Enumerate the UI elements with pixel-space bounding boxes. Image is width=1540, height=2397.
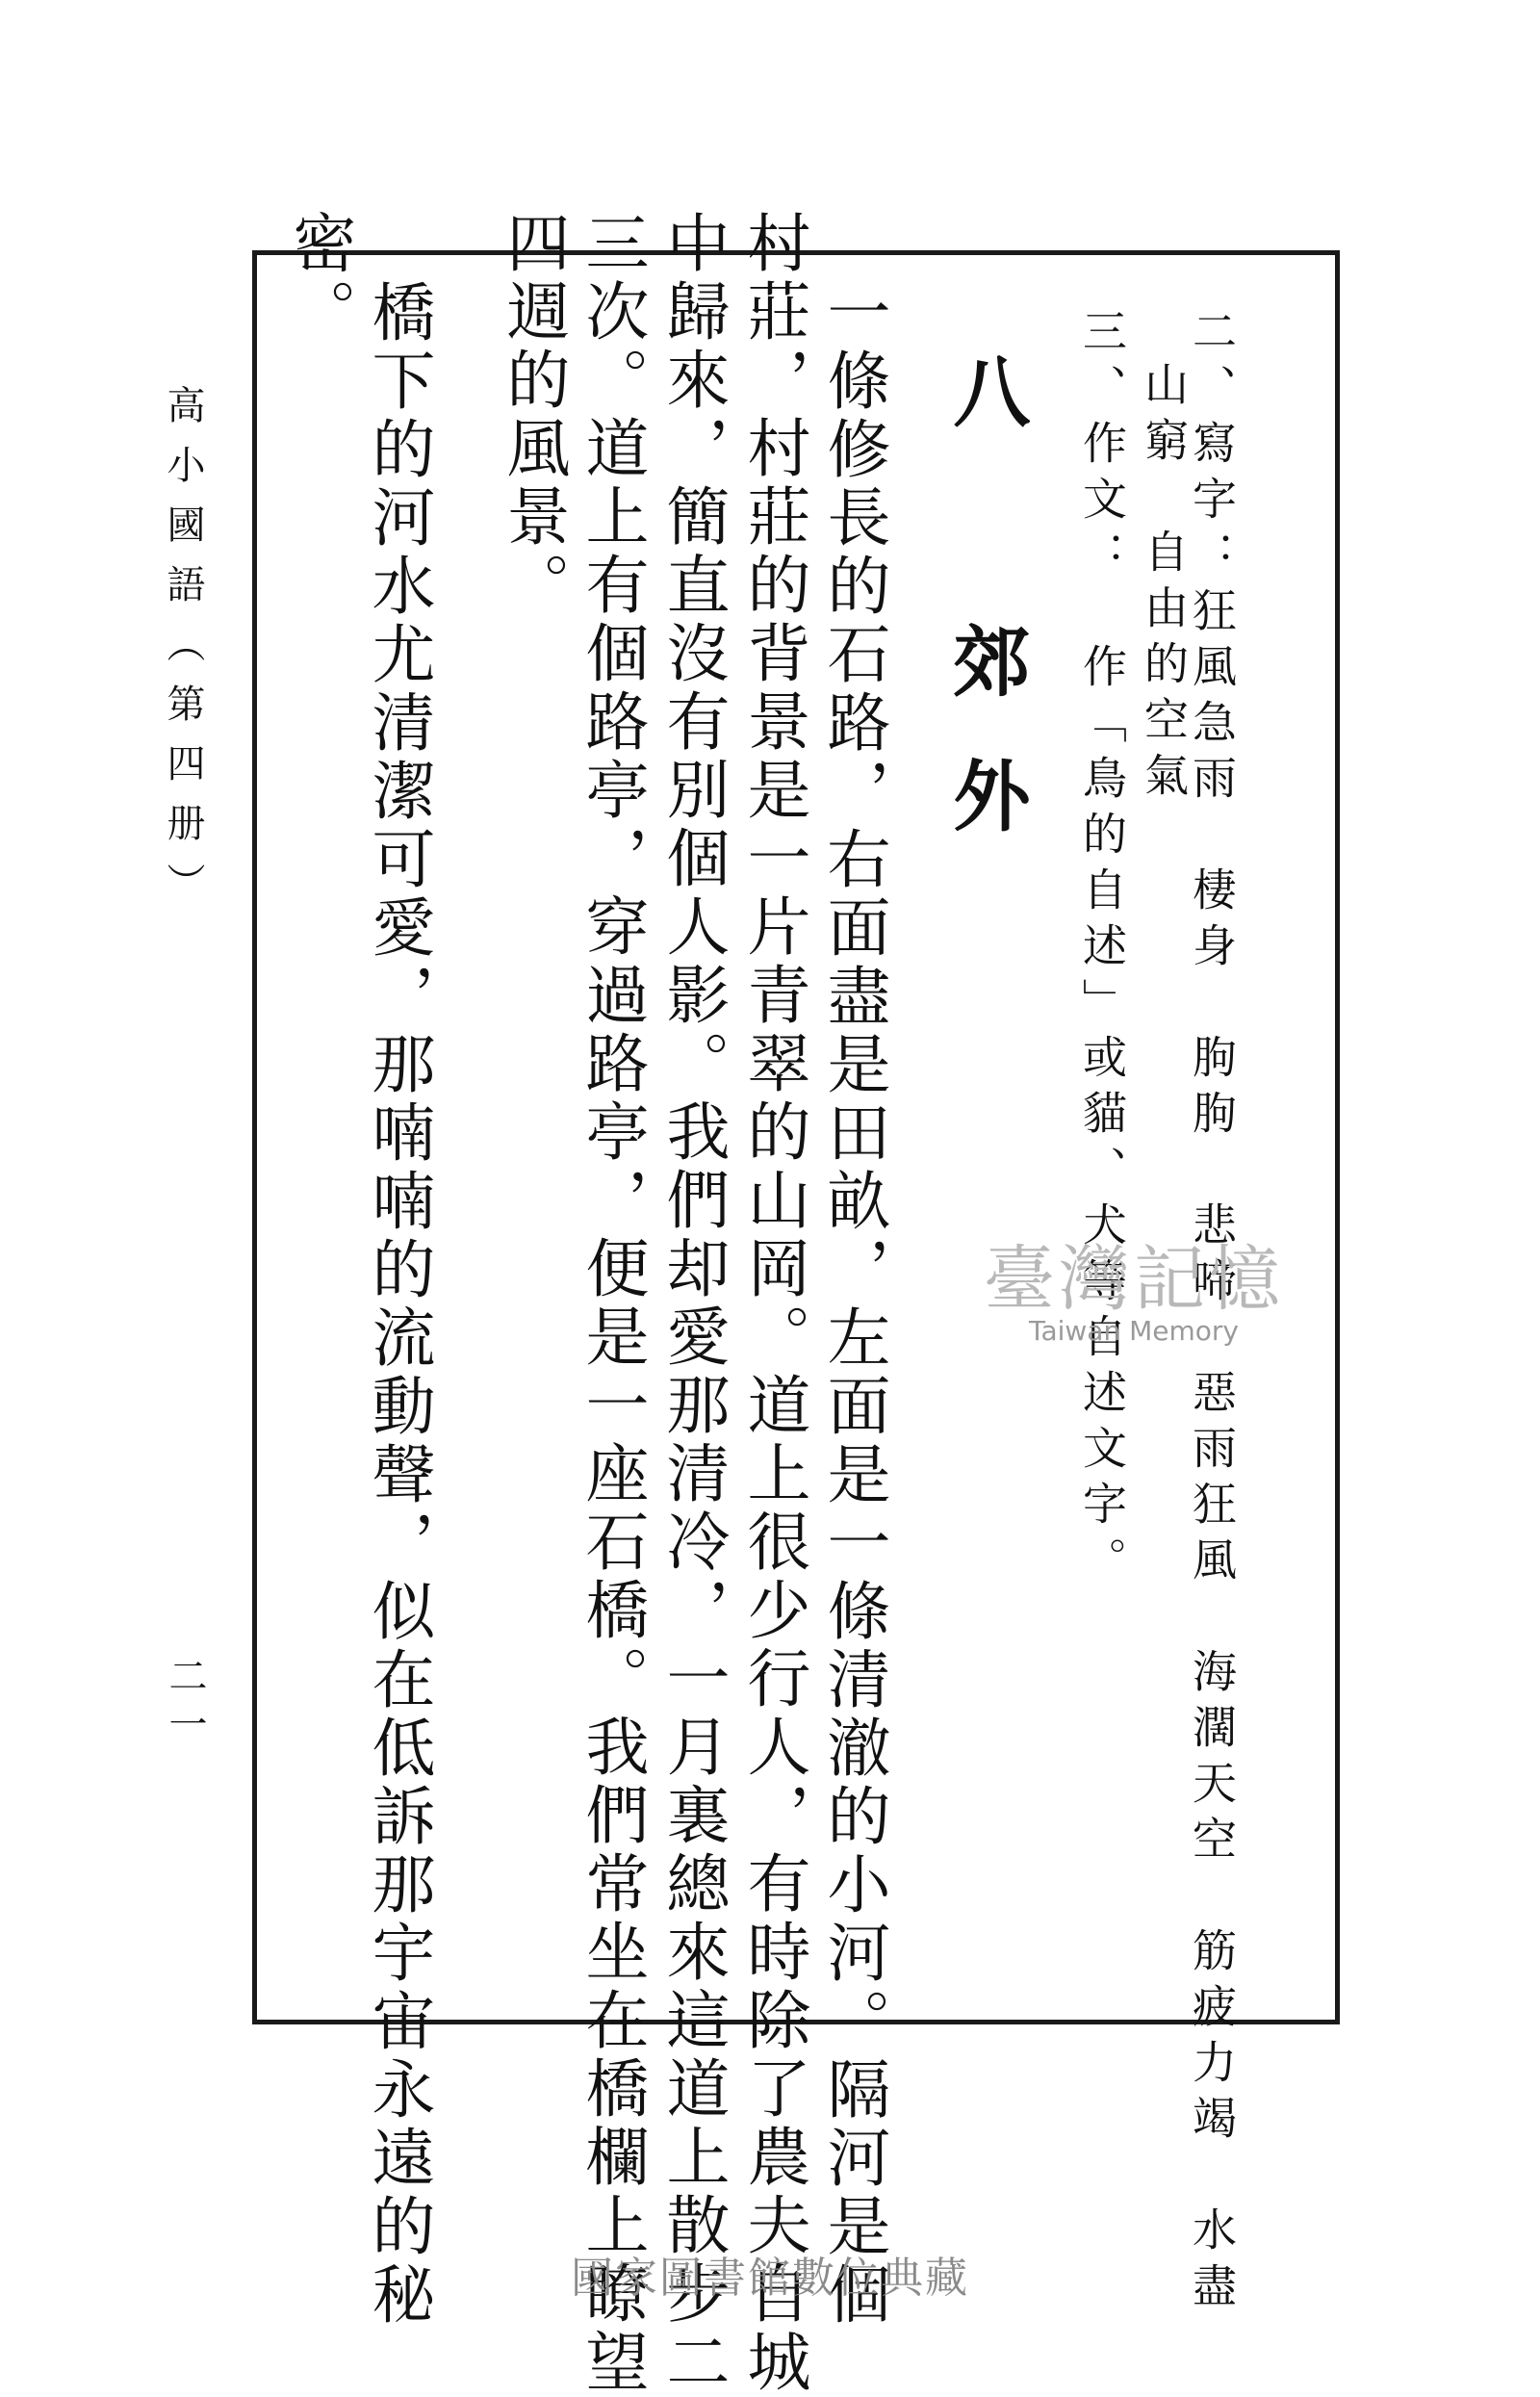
body-column-4: 三次。道上有個路亭，穿過路亭，便是一座石橋。我們常坐在橋欄上瞭望 [575,210,649,2397]
writing-words-row-2: 山窮 自由的空氣 [1138,361,1190,808]
body-column-3: 中歸來，簡直沒有別個人影。我們却愛那清冷，一月裏總來這道上散步二 [655,210,730,2397]
library-footer: 國家圖書館數位典藏 [571,2254,969,2303]
body-column-2: 村莊，村莊的背景是一片青翠的山岡。道上很少行人，有時除了農夫自城 [736,210,810,2397]
body-column-1: 一條修長的石路，右面盡是田畝，左面是一條清澈的小河。隔河是個 [816,279,890,2330]
watermark-chinese: 臺灣記憶 [984,1238,1284,1321]
book-title-header: 高小國語（第四册） [161,385,205,922]
page-number: 二一 [163,1656,207,1752]
body-column-5: 四週的風景。 [496,210,570,620]
taiwan-memory-watermark [970,1238,1297,1348]
writing-label: 二、寫字： [1186,308,1238,587]
body-column-6: 橋下的河水尤清潔可愛，那喃喃的流動聲，似在低訴那宇宙永遠的秘 [361,279,435,2330]
body-column-7: 密。 [282,210,356,347]
composition-exercise: 三、作文： 作「鳥的自述」或貓、犬等自述文字。 [1076,308,1128,1592]
watermark-english: Taiwan Memory [1029,1315,1239,1347]
writing-words-row-1: 狂風急雨 棲身 朐朐 悲啼 惡雨狂風 海濶天空 筋疲力竭 水盡 [1186,587,1238,2318]
lesson-title: 八 郊外 [940,351,1031,890]
